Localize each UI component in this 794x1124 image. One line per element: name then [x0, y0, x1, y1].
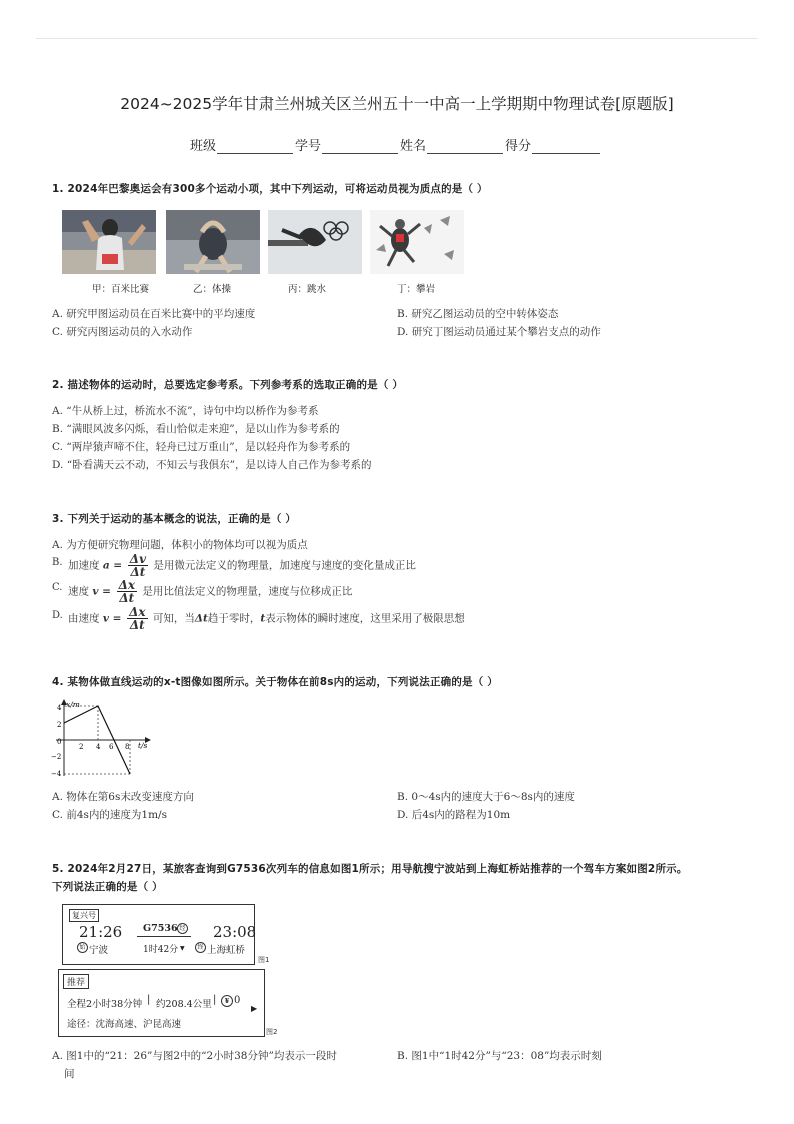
question-2-stem: 2. 描述物体的运动时，总要选定参考系。下列参考系的选取正确的是（ ）	[52, 379, 404, 391]
q3d-dt: Δt	[194, 612, 208, 625]
q3d-prefix: 由速度	[68, 612, 100, 625]
duration: 1时42分	[143, 945, 179, 955]
caption-jia: 甲：百米比赛	[92, 284, 150, 295]
start-mark: 始	[77, 942, 88, 953]
student-info-line	[190, 135, 602, 154]
route-cost: 0	[234, 995, 241, 1006]
q3c-var: v	[92, 585, 99, 598]
question-5-stem-line1: 5. 2024年2月27日，某旅客查询到G7536次列车的信息如图1所示；用导航搜宁波站到上海虹桥站推荐的一个驾车方案如图2所示。	[52, 863, 688, 875]
q5-option-a-cont[interactable]: 间	[64, 1068, 75, 1080]
gymnastics-photo	[166, 210, 260, 274]
train-ticket-figure	[62, 904, 255, 965]
q1-option-d[interactable]: D. 研究丁图运动员通过某个攀岩支点的动作	[397, 326, 601, 338]
q4-option-d[interactable]: D. 后4s内的路程为10m	[397, 809, 511, 821]
route-distance: 约208.4公里	[156, 999, 212, 1010]
via-mark: 经	[177, 923, 188, 934]
q3b-prefix: 加速度	[68, 559, 100, 572]
q2-option-b[interactable]: B. “满眼风波多闪烁，看山恰似走来迎”，是以山作为参考系的	[52, 423, 340, 435]
end-mark: 终	[195, 942, 206, 953]
caption-yi: 乙：体操	[193, 284, 232, 295]
x-tick-4: 4	[96, 743, 101, 751]
q3-option-a[interactable]: A. 为方便研究物理问题，体积小的物体均可以视为质点	[52, 539, 308, 551]
id-label: 学号	[295, 139, 322, 154]
train-number: G7536	[143, 923, 178, 934]
route-total: 全程2小时38分钟	[67, 999, 143, 1010]
y-tick-neg2: −2	[51, 753, 62, 761]
q3-letter-c: C.	[52, 582, 63, 593]
xt-graph	[50, 696, 162, 780]
route-arrow	[137, 936, 191, 937]
q3d-var: v	[102, 612, 109, 625]
q5-option-a[interactable]: A. 图1中的“21：26”与图2中的“2小时38分钟”均表示一段时	[52, 1050, 337, 1062]
q3d-fraction: $\frac{\Delta x}{\Delta t}$	[129, 605, 146, 632]
x-tick-8: 8	[125, 743, 130, 751]
x-axis-label: t/s	[138, 741, 148, 750]
route-tag: 推荐	[63, 974, 89, 989]
q4-option-a[interactable]: A. 物体在第6s末改变速度方向	[52, 791, 194, 803]
name-label: 姓名	[400, 139, 427, 154]
question-4-stem: 4. 某物体做直线运动的x-t图像如图所示。关于物体在前8s内的运动，下列说法正确的是（ ）	[52, 676, 499, 688]
q1-option-c[interactable]: C. 研究丙图运动员的入水动作	[52, 326, 193, 338]
y-tick-4: 4	[57, 704, 62, 712]
q3b-text: 是用微元法定义的物理量，加速度与速度的变化量成正比	[153, 559, 416, 572]
x-tick-6: 6	[109, 743, 114, 751]
from-station: 宁波	[89, 945, 109, 956]
y-tick-0: 0	[57, 738, 62, 746]
q3-letter-b: B.	[52, 557, 63, 568]
class-label: 班级	[190, 139, 217, 154]
q5-option-b[interactable]: B. 图1中“1时42分”与“23：08”均表示时刻	[397, 1050, 602, 1062]
page-title: 2024~2025学年甘肃兰州城关区兰州五十一中高一上学期期中物理试卷[原题版]	[120, 95, 674, 113]
q3b-var: a	[102, 559, 110, 572]
fig2-label: 图2	[266, 1028, 278, 1036]
q2-option-d[interactable]: D. “卧看满天云不动，不知云与我俱东”，是以诗人自己作为参考系的	[52, 459, 372, 471]
caption-bing: 丙：跳水	[288, 284, 327, 295]
toll-icon: ¥	[221, 995, 233, 1007]
dropdown-icon: ▼	[180, 945, 185, 952]
header-rule	[36, 38, 758, 39]
arrive-time: 23:08	[213, 923, 257, 941]
q1-option-b[interactable]: B. 研究乙图运动员的空中转体姿态	[397, 308, 559, 320]
q4-option-c[interactable]: C. 前4s内的速度为1m/s	[52, 809, 167, 821]
class-blank[interactable]	[217, 139, 293, 154]
question-1-stem: 1. 2024年巴黎奥运会有300多个运动小项，其中下列运动，可将运动员视为质点的是（ ）	[52, 183, 488, 195]
q4-option-b[interactable]: B. 0～4s内的速度大于6～8s内的速度	[397, 791, 575, 803]
q1-option-a[interactable]: A. 研究甲图运动员在百米比赛中的平均速度	[52, 308, 256, 320]
q3b-fraction: $\frac{\Delta v}{\Delta t}$	[129, 552, 147, 579]
name-blank[interactable]	[427, 139, 503, 154]
q2-option-a[interactable]: A. “牛从桥上过，桥流水不流”，诗句中均以桥作为参考系	[52, 405, 319, 417]
to-station: 上海虹桥	[207, 945, 246, 956]
q3-letter-d: D.	[52, 610, 63, 621]
q2-option-c[interactable]: C. “两岸猿声啼不住，轻舟已过万重山”，是以轻舟作为参考系的	[52, 441, 351, 453]
id-blank[interactable]	[322, 139, 398, 154]
q3c-text: 是用比值法定义的物理量，速度与位移成正比	[142, 585, 353, 598]
depart-time: 21:26	[79, 923, 123, 941]
sprint-photo	[62, 210, 156, 274]
q3d-t: t	[260, 612, 266, 625]
y-tick-neg4: −4	[51, 770, 62, 778]
diving-photo	[268, 210, 362, 274]
question-3-stem: 3. 下列关于运动的基本概念的说法，正确的是（ ）	[52, 513, 297, 525]
q3-option-c[interactable]: 速度 v = $\frac{\Delta x}{\Delta t}$ 是用比值法定义的物理量，速度与位移成正比	[68, 578, 353, 605]
score-blank[interactable]	[532, 139, 600, 154]
y-tick-2: 2	[57, 721, 62, 729]
q3d-mid1: 可知，当	[152, 612, 195, 625]
driving-route-figure: 推荐 全程2小时38分钟 | 约208.4公里 | ¥ 0 ▶ 途径：沈海高速、沪昆高速	[58, 969, 265, 1037]
q3d-mid2: 趋于零时，	[207, 612, 261, 625]
q3-option-b[interactable]: 加速度 a = $\frac{\Delta v}{\Delta t}$ 是用微元法定义的物理量，加速度与速度的变化量成正比	[68, 552, 416, 579]
ticket-tag: 复兴号	[69, 909, 99, 922]
question-5-stem-line2: 下列说法正确的是（ ）	[52, 881, 163, 893]
q3c-prefix: 速度	[68, 585, 89, 598]
caption-ding: 丁：攀岩	[397, 284, 436, 295]
q3c-fraction: $\frac{\Delta x}{\Delta t}$	[118, 578, 136, 605]
fig1-label: 图1	[258, 956, 270, 964]
q3d-text: 表示物体的瞬时速度，这里采用了极限思想	[265, 612, 465, 625]
climbing-photo	[370, 210, 464, 274]
score-label: 得分	[505, 139, 532, 154]
route-via: 途径：沈海高速、沪昆高速	[67, 1019, 182, 1030]
y-axis-label: x/m	[66, 700, 80, 709]
q3-option-d[interactable]: 由速度 v = $\frac{\Delta x}{\Delta t}$ 可知，当Δt趋于零时，t表示物体的瞬时速度，这里采用了极限思想	[68, 605, 465, 632]
chevron-right-icon[interactable]: ▶	[251, 1004, 258, 1013]
x-tick-2: 2	[79, 743, 84, 751]
